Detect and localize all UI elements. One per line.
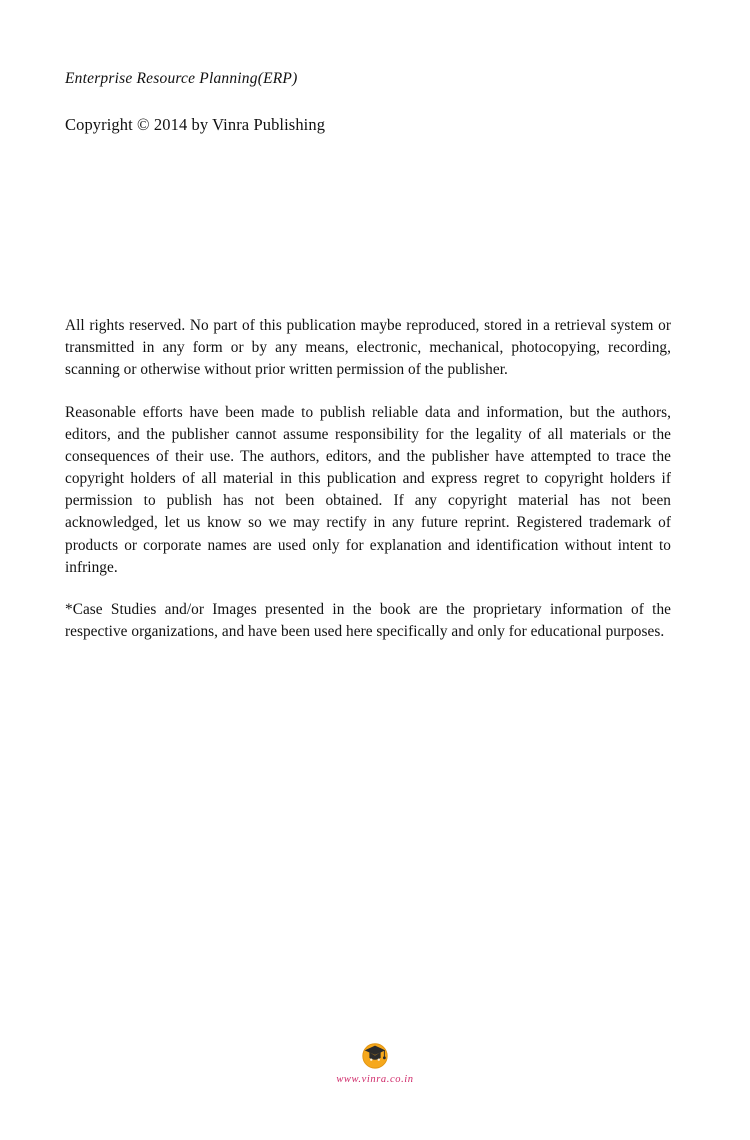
copyright-line: Copyright © 2014 by Vinra Publishing: [65, 114, 326, 134]
page-footer: [0, 1040, 750, 1085]
legal-notices: [65, 315, 671, 643]
case-studies-paragraph: *Case Studies and/or Images presented in the book are the proprietary information of the respective organizations, and have been used here specifically and only for educational purposes.: [65, 600, 671, 641]
disclaimer-paragraph: Reasonable efforts have been made to publish reliable data and information, but the authors, editors, and the publisher cannot assume responsibility for the legality of all materials or the consequences of their use. The authors, editors, and the publisher have attempted to trace the copyright holders of all material in this publication and express regret to copyright holders if permission to publish has not been obtained. If any copyright material has not been acknowledged, let us know so we may rectify in any future reprint. Registered trademark of products or corporate names are used only for explanation and identification without intent to infringe.: [65, 403, 671, 576]
book-title: Enterprise Resource Planning(ERP): [65, 70, 298, 87]
publisher-website-url: www.vinra.co.in: [336, 1074, 414, 1085]
title-block: [65, 70, 670, 134]
rights-reserved-paragraph: All rights reserved. No part of this publication maybe reproduced, stored in a retrieval system or transmitted in any form or by any means, electronic, mechanical, photocopying, recording, scanning or otherwise without prior written permission of the publisher.: [65, 317, 671, 379]
graduation-cap-badge-icon: [360, 1040, 390, 1070]
